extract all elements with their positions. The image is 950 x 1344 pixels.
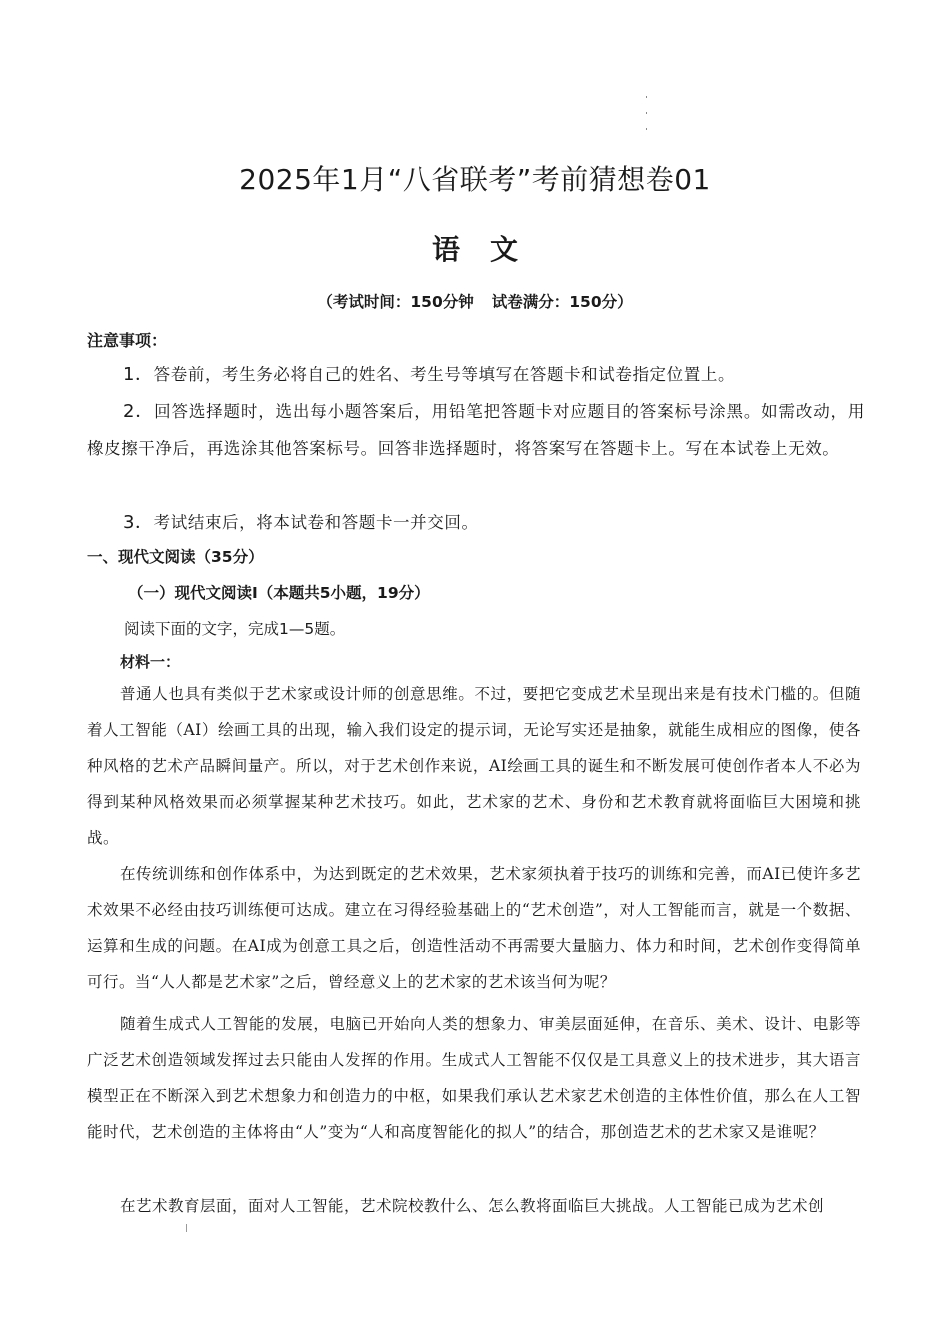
notice-text: 考试结束后，将本试卷和答题卡一并交回。 xyxy=(153,513,479,532)
notice-number: 1． xyxy=(123,364,154,385)
subject-title: 语文 xyxy=(431,233,548,266)
section-heading: 一、现代文阅读（35分） xyxy=(87,548,264,566)
notice-text: 回答选择题时，选出每小题答案后，用铅笔把答题卡对应题目的答案标号涂黑。如需改动，用橡皮擦干净后，再选涂其他答案标号。回答非选择题时，将答案写在答题卡上。写在本试卷上无效。 xyxy=(87,402,865,458)
material-paragraph: 在传统训练和创作体系中，为达到既定的艺术效果，艺术家须执着于技巧的训练和完善，而AI已使许多艺术效果不必经由技巧训练便可达成。建立在习得经验基础上的“艺术创造”，对人工智能而言，就是一个数据、运算和生成的问题。在AI成为创意工具之后，创造性活动不再需要大量脑力、体力和时间，艺术创作变得简单可行。当“人人都是艺术家”之后，曾经意义上的艺术家的艺术该当何为呢？ xyxy=(87,865,861,991)
exam-info xyxy=(0,290,950,312)
binding-mark xyxy=(646,112,647,114)
material-label: 材料一： xyxy=(120,653,181,671)
notice-text: 答卷前，考生务必将自己的姓名、考生号等填写在答题卡和试卷指定位置上。 xyxy=(153,365,736,384)
notice-number: 2． xyxy=(123,401,155,422)
full-score: 试卷满分：150分） xyxy=(491,293,633,311)
binding-mark xyxy=(646,128,647,130)
notice-item xyxy=(87,504,865,541)
material-paragraph: 在艺术教育层面，面对人工智能，艺术院校教什么、怎么教将面临巨大挑战。人工智能已成为艺术创 xyxy=(120,1197,825,1215)
exam-time: （考试时间：150分钟 xyxy=(317,293,474,311)
material-paragraph: 随着生成式人工智能的发展，电脑已开始向人类的想象力、审美层面延伸，在音乐、美术、设计、电影等广泛艺术创造领域发挥过去只能由人发挥的作用。生成式人工智能不仅仅是工具意义上的技术进步，其大语言模型正在不断深入到艺术想象力和创造力的中枢，如果我们承认艺术家艺术创造的主体性价值，那么在人工智能时代，艺术创造的主体将由“人”变为“人和高度智能化的拟人”的结合，那创造艺术的艺术家又是谁呢？ xyxy=(87,1015,861,1141)
footer-mark xyxy=(186,1224,187,1232)
subsection-heading: （一）现代文阅读Ⅰ（本题共5小题，19分） xyxy=(128,584,430,602)
reading-instruction: 阅读下面的文字，完成1—5题。 xyxy=(124,620,346,638)
binding-marks xyxy=(646,96,648,142)
notice-item xyxy=(87,393,865,467)
notice-item xyxy=(87,356,865,393)
notice-number: 3． xyxy=(123,512,154,533)
exam-title: 2025年1月“八省联考”考前猜想卷01 xyxy=(239,163,711,196)
binding-mark xyxy=(646,96,647,98)
notice-heading: 注意事项： xyxy=(87,331,168,350)
material-paragraph: 普通人也具有类似于艺术家或设计师的创意思维。不过，要把它变成艺术呈现出来是有技术门槛的。但随着人工智能（AI）绘画工具的出现，输入我们设定的提示词，无论写实还是抽象，就能生成相应的图像，使各种风格的艺术产品瞬间量产。所以，对于艺术创作来说，AI绘画工具的诞生和不断发展可使创作者本人不必为得到某种风格效果而必须掌握某种艺术技巧。如此，艺术家的艺术、身份和艺术教育就将面临巨大困境和挑战。 xyxy=(87,685,861,847)
